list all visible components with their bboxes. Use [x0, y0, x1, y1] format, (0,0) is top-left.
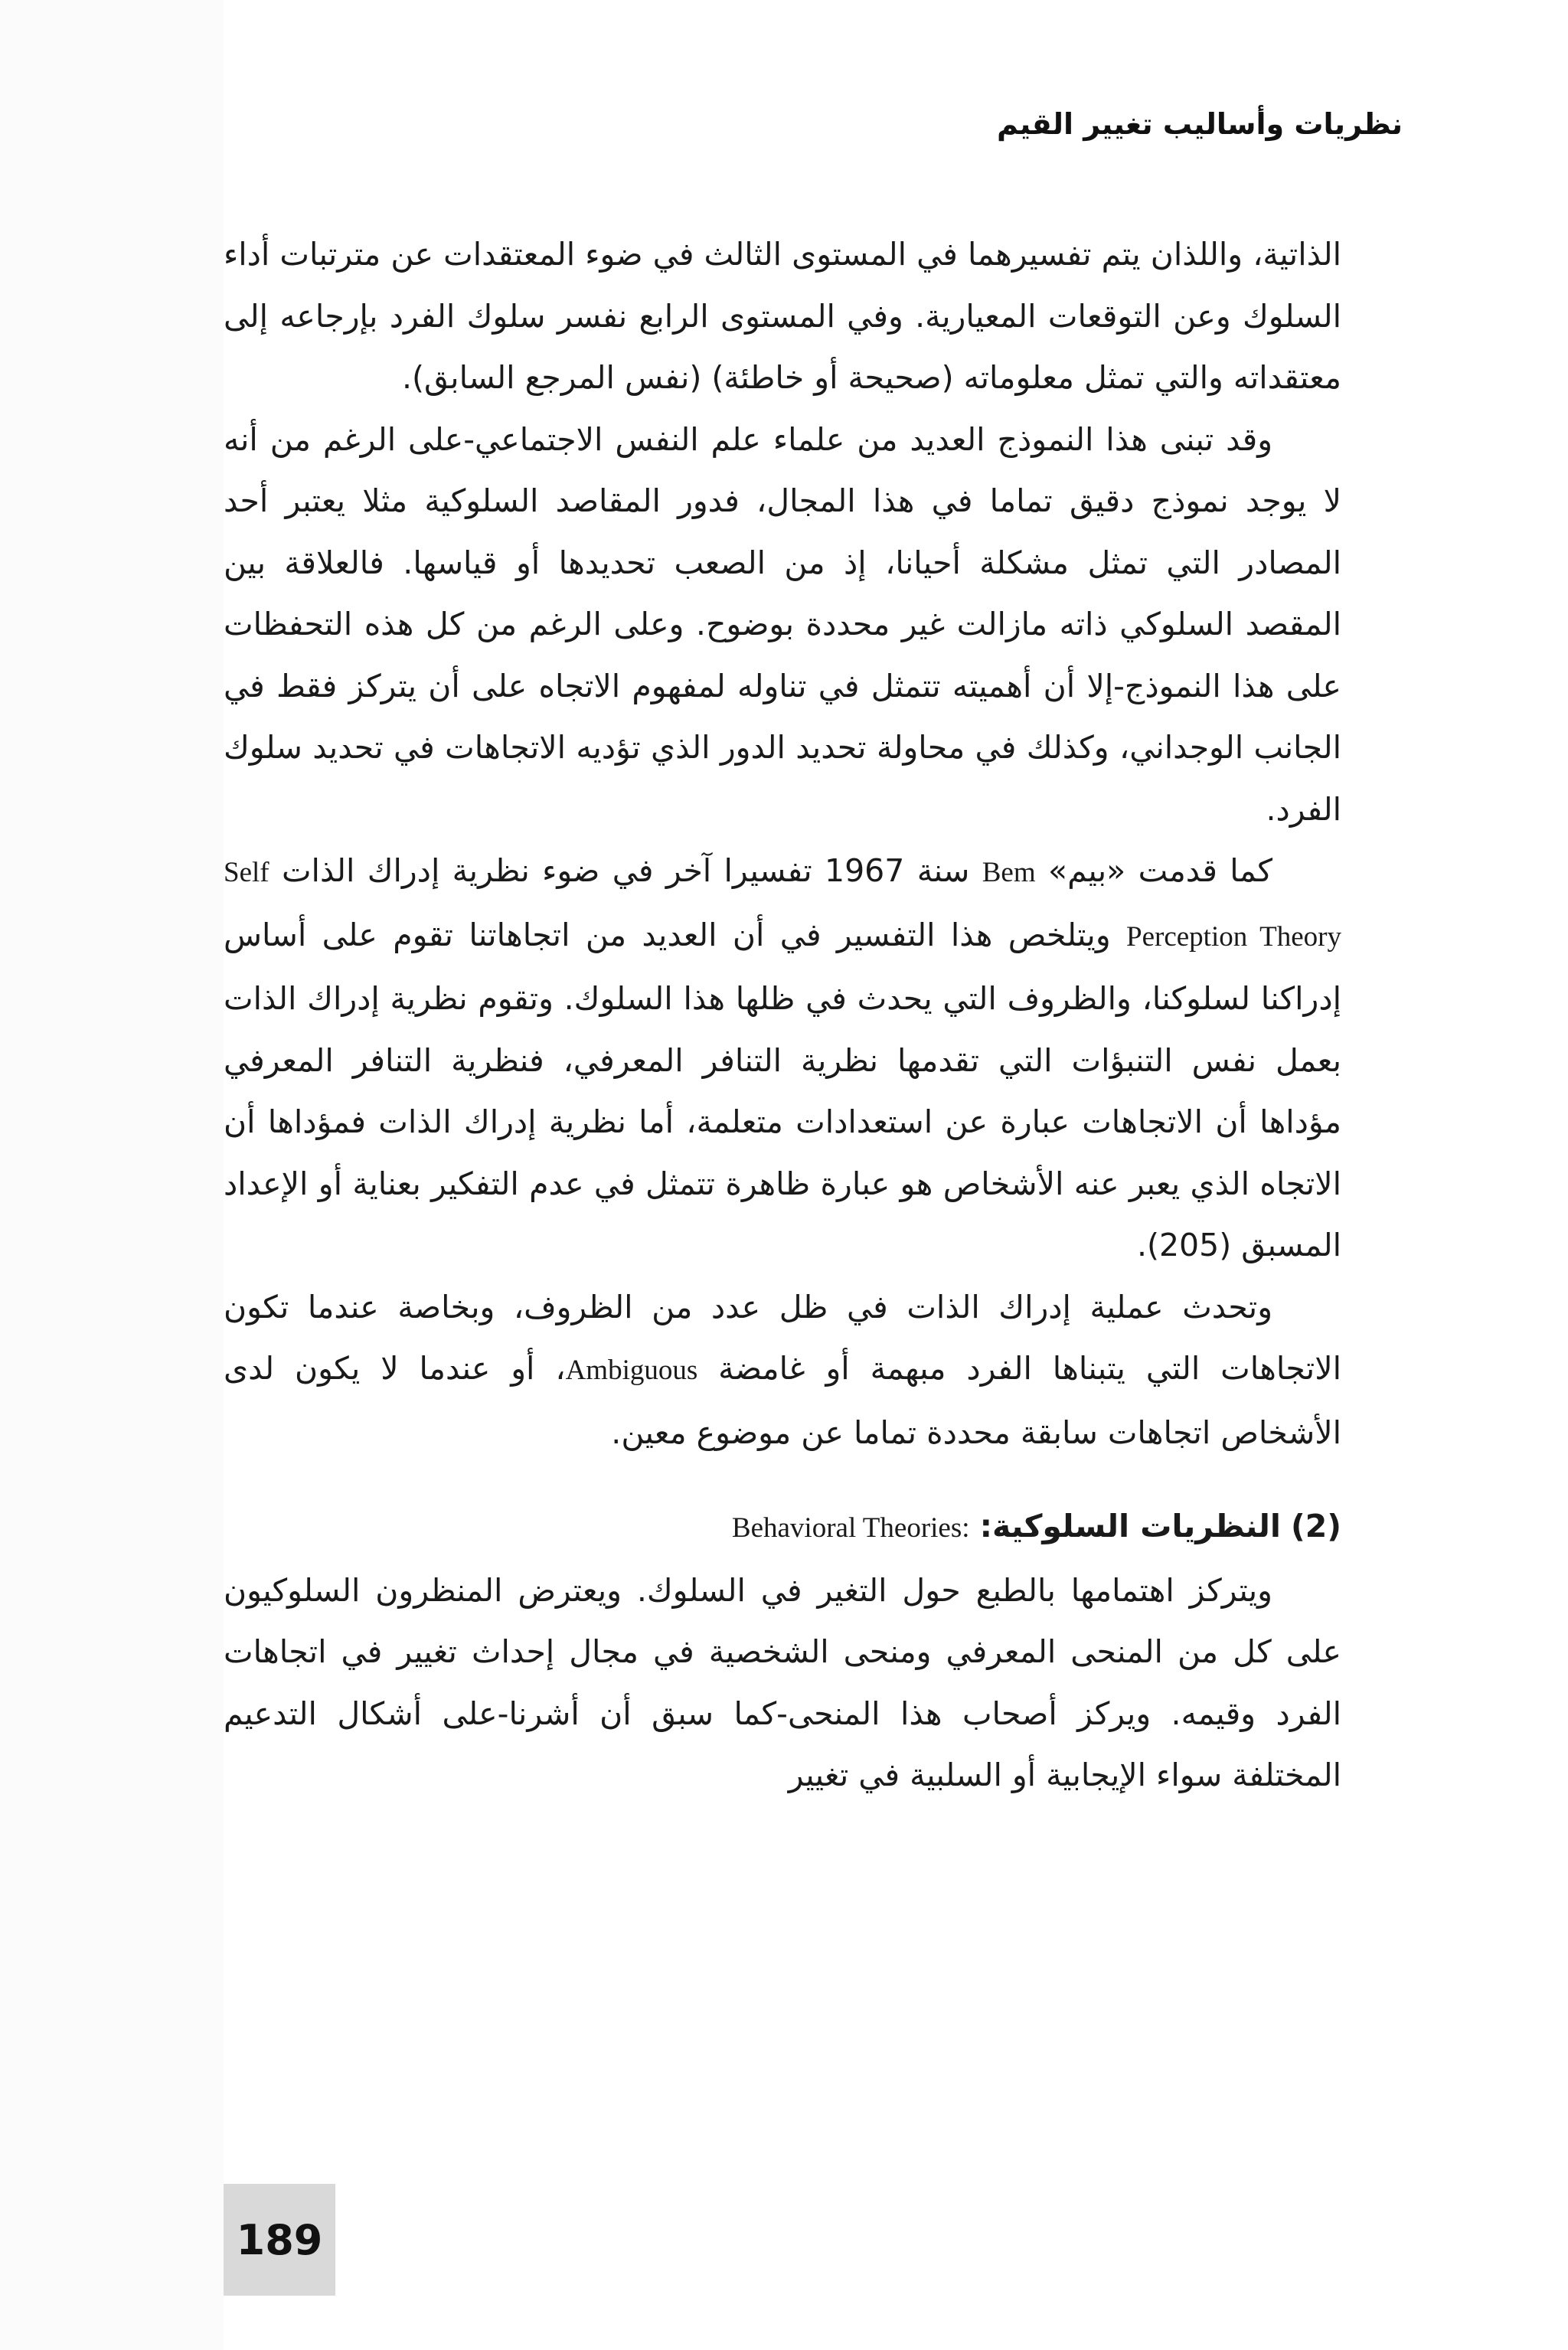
section-number: (2)	[1290, 1508, 1341, 1544]
section-title-latin: Behavioral Theories:	[731, 1512, 970, 1544]
ambiguous-text-1: وتحدث عملية إدراك الذات في ظل عدد من الظروف، وبخاصة عندما تكون الاتجاهات التي يتبناها الفرد مبهمة أو غامضة	[224, 1288, 1341, 1387]
running-header: نظريات وأساليب تغيير القيم	[997, 107, 1403, 141]
paragraph-ambiguous	[224, 1276, 1341, 1464]
page-number: 189	[236, 2215, 323, 2264]
section-heading	[224, 1495, 1341, 1560]
self-perception-theory-term: Self Perception Theory	[224, 857, 1341, 953]
page-margin	[0, 0, 224, 2350]
body-text	[224, 224, 1341, 1806]
bem-text-3: ويتلخص هذا التفسير في أن العديد من اتجاهاتنا تقوم على أساس إدراكنا لسلوكنا، والظروف التي يحدث في ظلها هذا السلوك. وتقوم نظرية إدراك الذات بعمل نفس التنبؤات التي تقدمها نظرية التنافر المعرفي، فنظرية التنافر المعرفي مؤداها أن الاتجاهات عبارة عن استعدادات متعلمة، أما نظرية إدراك الذات فمؤداها أن الاتجاه الذي يعبر عنه الأشخاص هو عبارة ظاهرة تتمثل في عدم التفكير بعناية أو الإعداد المسبق (205).	[224, 916, 1341, 1263]
bem-text-2: سنة 1967 تفسيرا آخر في ضوء نظرية إدراك الذات	[269, 852, 982, 889]
ambiguous-term: Ambiguous	[565, 1355, 698, 1386]
paragraph-2: وقد تبنى هذا النموذج العديد من علماء علم النفس الاجتماعي-على الرغم من أنه لا يوجد نموذج دقيق تماما في هذا المجال، فدور المقاصد السلوكية مثلا يعتبر أحد المصادر التي تمثل مشكلة أحيانا، إذ من الصعب تحديدها أو قياسها. فالعلاقة بين المقصد السلوكي ذاته مازالت غير محددة بوضوح. وعلى الرغم من كل هذه التحفظات على هذا النموذج-إلا أن أهميته تتمثل في تناوله لمفهوم الاتجاه على أن يتركز فقط في الجانب الوجداني، وكذلك في محاولة تحديد الدور الذي تؤديه الاتجاهات في تحديد سلوك الفرد.	[224, 420, 1341, 828]
paragraph-bem	[224, 840, 1341, 1276]
bem-latin-name: Bem	[982, 857, 1036, 888]
bem-text-1: كما قدمت «بيم»	[1035, 852, 1272, 889]
ambiguous-text-2: ، أو عندما لا يكون لدى الأشخاص اتجاهات سابقة محددة تماما عن موضوع معين.	[224, 1350, 1341, 1451]
section-title: النظريات السلوكية:	[979, 1508, 1281, 1544]
paragraph-1: الذاتية، واللذان يتم تفسيرهما في المستوى الثالث في ضوء المعتقدات عن مترتبات أداء السلوك وعن التوقعات المعيارية. وفي المستوى الرابع نفسر سلوك الفرد بإرجاعه إلى معتقداته والتي تمثل معلوماته (صحيحة أو خاطئة) (نفس المرجع السابق).	[224, 236, 1341, 396]
paragraph-behavioral: ويتركز اهتمامها بالطبع حول التغير في السلوك. ويعترض المنظرون السلوكيون على كل من المنحى المعرفي ومنحى الشخصية في مجال إحداث تغيير في اتجاهات الفرد وقيمه. ويركز أصحاب هذا المنحى-كما سبق أن أشرنا-على أشكال التدعيم المختلفة سواء الإيجابية أو السلبية في تغيير	[224, 1571, 1341, 1793]
page-number-box	[224, 2184, 335, 2296]
